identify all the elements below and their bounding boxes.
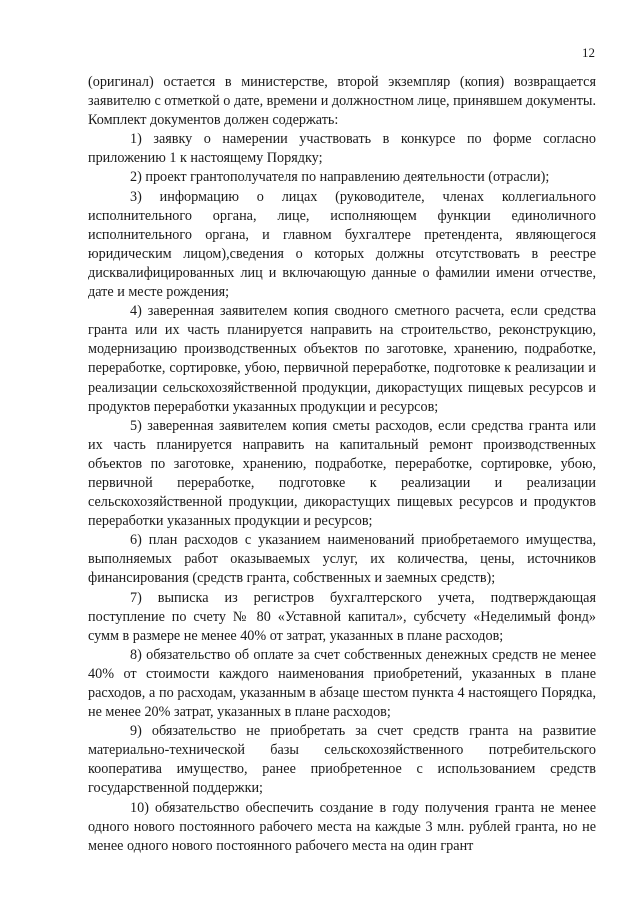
document-body: [88, 73, 596, 856]
paragraph-intro: (оригинал) остается в министерстве, второй экземпляр (копия) возвращается заявителю с отметкой о дате, времени и должностном лице, принявшем документы. Комплект документов должен содержать:: [88, 74, 596, 129]
list-item-6: 6) план расходов с указанием наименований приобретаемого имущества, выполняемых работ оказываемых услуг, их количества, цены, источников финансирования (средств гранта, собственных и заемных средств);: [88, 532, 596, 587]
page-number: 12: [582, 45, 595, 60]
list-item-7: 7) выписка из регистров бухгалтерского учета, подтверждающая поступление по счету № 80 «Уставной капитал», субсчету «Неделимый фонд» сумм в размере не менее 40% от затрат, указанных в плане расходов;: [88, 589, 596, 644]
list-item-9: 9) обязательство не приобретать за счет средств гранта на развитие материально-технической базы сельскохозяйственного потребительского кооператива имущество, ранее приобретенное с использованием средств государственной поддержки;: [88, 723, 596, 797]
list-item-10: 10) обязательство обеспечить создание в году получения гранта не менее одного нового постоянного рабочего места на каждые 3 млн. рублей гранта, но не менее одного нового постоянного рабочего места на один грант: [88, 799, 596, 854]
list-item-5: 5) заверенная заявителем копия сметы расходов, если средства гранта или их часть планируется направить на капитальный ремонт производственных объектов по заготовке, хранению, подработке, переработке, сортировке, убою, первичной переработке, подготовке к реализации и реализации сельскохозяйственной продукции, дикорастущих пищевых ресурсов и продуктов переработки указанных продукции и ресурсов;: [88, 417, 596, 530]
list-item-1: 1) заявку о намерении участвовать в конкурсе по форме согласно приложению 1 к настоящему Порядку;: [88, 131, 596, 167]
list-item-3: 3) информацию о лицах (руководителе, членах коллегиального исполнительного органа, лице, исполняющем функции единоличного исполнительного органа, и главном бухгалтере претендента, являющегося юридическим лицом),сведения о которых должны отсутствовать в реестре дисквалифицированных лиц и включающую данные о фамилии имени отчестве, дате и месте рождения;: [88, 188, 596, 301]
list-item-8: 8) обязательство об оплате за счет собственных денежных средств не менее 40% от стоимости каждого наименования приобретений, указанных в плане расходов, а по расходам, указанным в абзаце шестом пункта 4 настоящего Порядка, не менее 20% затрат, указанных в плане расходов;: [88, 646, 596, 721]
list-item-4: 4) заверенная заявителем копия сводного сметного расчета, если средства гранта или их часть планируется направить на строительство, реконструкцию, модернизацию производственных объектов по заготовке, хранению, подработке, переработке, сортировке, убою, первичной переработке, подготовке к реализации и реализации сельскохозяйственной продукции, дикорастущих пищевых ресурсов и продуктов переработки указанных продукции и ресурсов;: [88, 303, 596, 415]
list-item-2: 2) проект грантополучателя по направлению деятельности (отрасли);: [130, 169, 550, 186]
